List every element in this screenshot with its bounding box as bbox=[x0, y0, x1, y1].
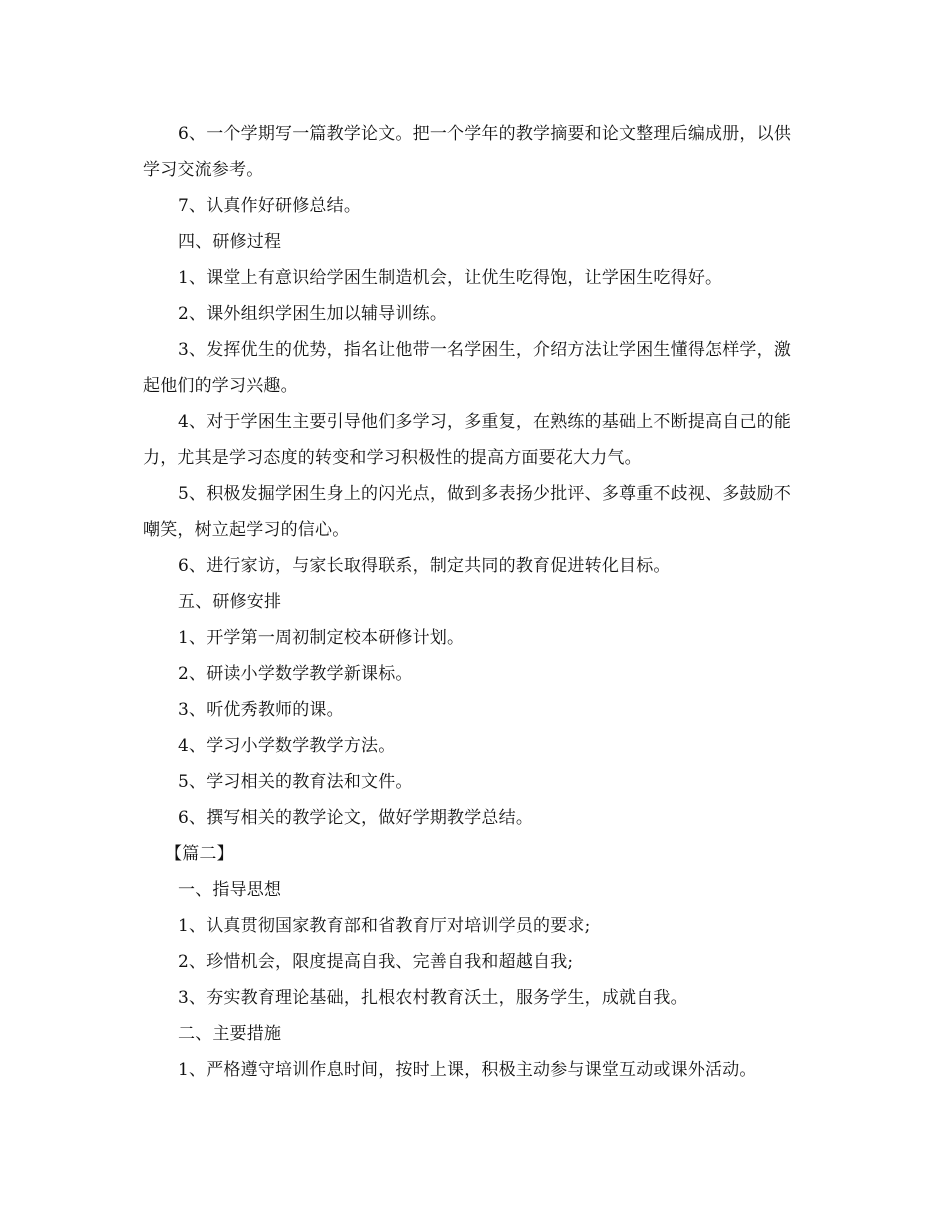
paragraph-schedule-5: 5、学习相关的教育法和文件。 bbox=[178, 772, 413, 792]
section-heading-schedule: 五、研修安排 bbox=[178, 592, 282, 612]
paragraph-process-3: 3、发挥优生的优势，指名让他带一名学困生，介绍方法让学困生懂得怎样学，激起他们的学习兴趣。 bbox=[143, 340, 792, 396]
paragraph-schedule-3: 3、听优秀教师的课。 bbox=[178, 700, 344, 720]
document-body bbox=[143, 116, 808, 1088]
paragraph-guiding-3: 3、夯实教育理论基础，扎根农村教育沃土，服务学生，成就自我。 bbox=[178, 988, 688, 1008]
paragraph-schedule-2: 2、研读小学数学教学新课标。 bbox=[178, 664, 413, 684]
part-two-heading: 【篇二】 bbox=[165, 844, 234, 864]
paragraph-item-7-summary: 7、认真作好研修总结。 bbox=[178, 196, 362, 216]
paragraph-schedule-4: 4、学习小学数学教学方法。 bbox=[178, 736, 396, 756]
paragraph-item-6-paper: 6、一个学期写一篇教学论文。把一个学年的教学摘要和论文整理后编成册，以供学习交流参考。 bbox=[143, 124, 792, 180]
paragraph-measures-1: 1、严格遵守培训作息时间，按时上课，积极主动参与课堂互动或课外活动。 bbox=[178, 1060, 757, 1080]
section-heading-process: 四、研修过程 bbox=[178, 232, 282, 252]
paragraph-process-2: 2、课外组织学困生加以辅导训练。 bbox=[178, 304, 448, 324]
section-heading-measures: 二、主要措施 bbox=[178, 1024, 282, 1044]
paragraph-guiding-2: 2、珍惜机会，限度提高自我、完善自我和超越自我; bbox=[178, 952, 574, 972]
paragraph-process-1: 1、课堂上有意识给学困生制造机会，让优生吃得饱，让学困生吃得好。 bbox=[178, 268, 723, 288]
section-heading-guiding-ideas: 一、指导思想 bbox=[178, 880, 282, 900]
paragraph-schedule-6: 6、撰写相关的教学论文，做好学期教学总结。 bbox=[178, 808, 534, 828]
paragraph-process-5: 5、积极发掘学困生身上的闪光点，做到多表扬少批评、多尊重不歧视、多鼓励不嘲笑，树立起学习的信心。 bbox=[143, 484, 792, 540]
paragraph-process-6: 6、进行家访，与家长取得联系，制定共同的教育促进转化目标。 bbox=[178, 556, 671, 576]
paragraph-schedule-1: 1、开学第一周初制定校本研修计划。 bbox=[178, 628, 465, 648]
paragraph-process-4: 4、对于学困生主要引导他们多学习，多重复，在熟练的基础上不断提高自己的能力，尤其是学习态度的转变和学习积极性的提高方面要花大力气。 bbox=[143, 412, 792, 468]
paragraph-guiding-1: 1、认真贯彻国家教育部和省教育厅对培训学员的要求; bbox=[178, 916, 591, 936]
